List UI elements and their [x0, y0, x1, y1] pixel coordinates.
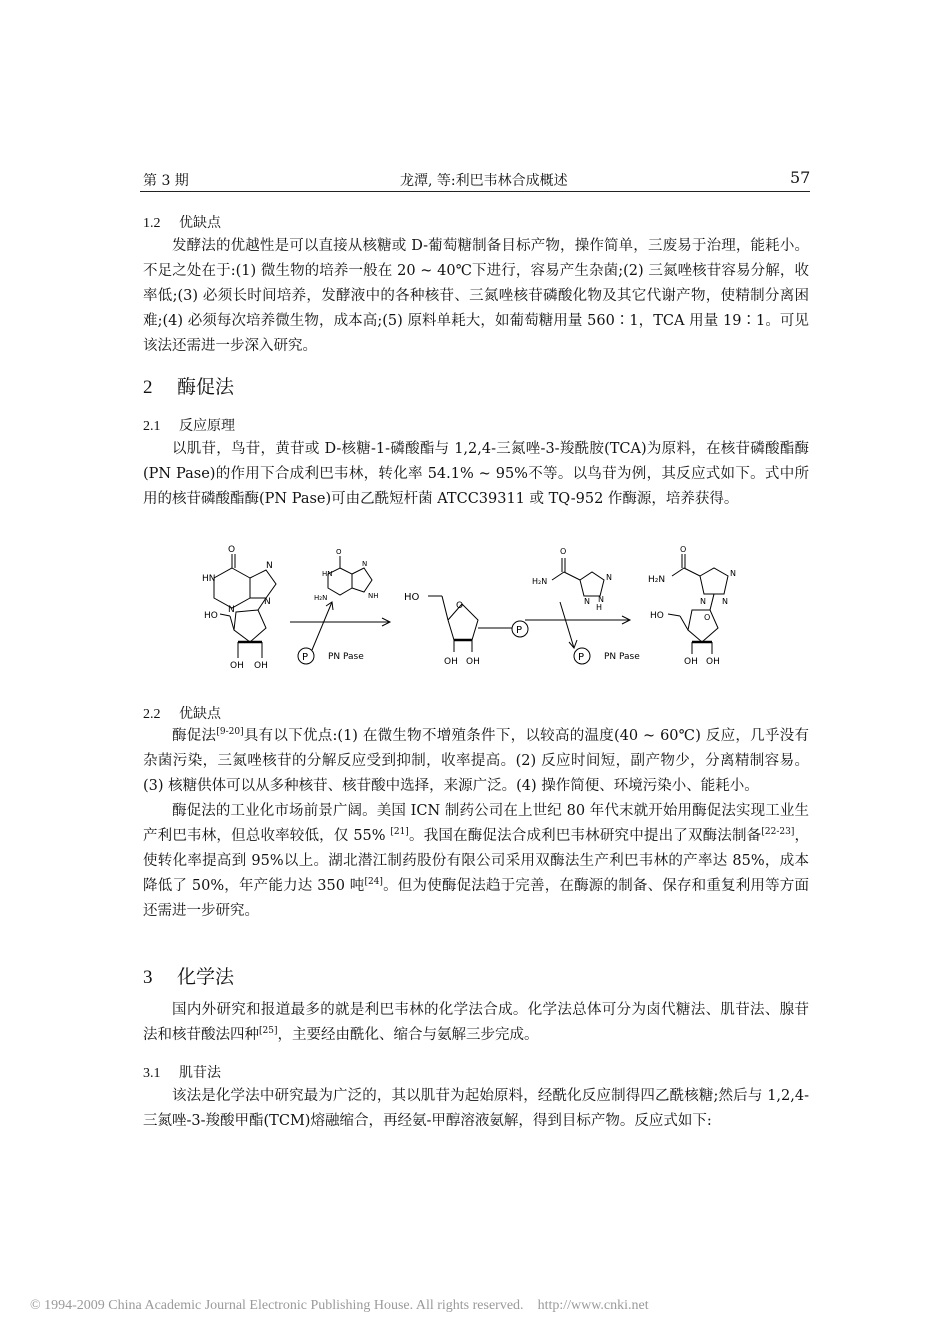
svg-text:N: N [700, 597, 706, 606]
ribose-phosphate-structure [428, 596, 528, 652]
running-header-title: 龙潭, 等:利巴韦林合成概述 [400, 173, 568, 189]
paragraph-text: 发酵法的优越性是可以直接从核糖或 D-葡萄糖制备目标产物，操作简单，三废易于治理，能耗小。不足之处在于:(1) 微生物的培养一般在 20 ~ 40℃下进行，容易产生杂菌;(2) 三氮唑核苷容易分解，收率低;(3) 必须长时间培养，发酵液中的各种核苷、三氮唑核苷磷酸化物及其它代谢产物，使精制分离困难;(4) 必须每次培养微生物，成本高;(5) 原料单耗大，如葡萄糖用量 560∶1，TCA 用量 19∶1。可见该法还需进一步深入研究。 [143, 238, 809, 354]
ribavirin-structure [668, 554, 728, 654]
section-heading-1-2 [143, 212, 221, 232]
svg-text:N: N [362, 560, 368, 568]
section-heading-3 [143, 962, 234, 989]
svg-text:N: N [730, 569, 736, 578]
svg-text:O: O [456, 601, 464, 611]
svg-text:N: N [606, 573, 612, 582]
section-heading-3-1 [143, 1062, 221, 1082]
svg-text:P: P [302, 652, 309, 663]
section-number: 2.1 [143, 419, 161, 434]
svg-text:H: H [596, 603, 603, 612]
section-number: 2.2 [143, 707, 161, 722]
copyright-text: © 1994-2009 China Academic Journal Electronic Publishing House. All rights reserved. [30, 1298, 524, 1313]
citation: [22-23] [761, 827, 795, 838]
citation: [24] [364, 877, 383, 888]
running-header-issue: 第 3 期 [143, 173, 189, 189]
svg-text:N: N [266, 561, 273, 571]
section-title: 酶促法 [177, 376, 235, 398]
svg-text:P: P [516, 625, 523, 636]
svg-text:P: P [578, 652, 585, 663]
paragraph-enzymatic-advantages [143, 724, 809, 924]
svg-text:O: O [680, 545, 687, 554]
paragraph-chemical-method [143, 998, 809, 1048]
section-title: 反应原理 [179, 418, 235, 434]
svg-text:OH: OH [706, 657, 720, 667]
section-title: 化学法 [177, 966, 235, 988]
svg-text:H₂N: H₂N [648, 575, 666, 585]
paragraph-text: 该法是化学法中研究最为广泛的，其以肌苷为起始原料，经酰化反应制得四乙酰核糖;然后与 1,2,4-三氮唑-3-羧酸甲酯(TCM)熔融缩合，再经氨-甲醇溶液氨解，得到目标产物。反应式如下: [143, 1088, 809, 1129]
citation: [9-20] [216, 727, 244, 738]
paragraph-text: 酶促法[9-20]具有以下优点:(1) 在微生物不增殖条件下，以较高的温度(40 ~ 60℃) 反应，几乎没有杂菌污染，三氮唑核苷的分解反应受到抑制，收率提高。(2) 反应时间短，副产物少，分离精制容易。(3) 核糖供体可以从多种核苷、核苷酸中选择，来源广泛。(4) 操作简便、环境污染小、能耗小。 [143, 727, 810, 794]
tca-structure [552, 558, 604, 596]
svg-text:HO: HO [204, 611, 218, 621]
svg-text:O: O [704, 613, 711, 622]
svg-text:H₂N: H₂N [314, 594, 328, 602]
reaction-scheme [140, 540, 820, 680]
svg-text:N: N [228, 605, 235, 615]
copyright-footer [30, 1298, 663, 1314]
svg-text:OH: OH [444, 657, 458, 667]
section-number: 1.2 [143, 216, 161, 231]
svg-text:OH: OH [230, 661, 244, 671]
svg-text:O: O [336, 548, 342, 556]
svg-text:HO: HO [650, 611, 664, 621]
svg-text:NH: NH [368, 592, 379, 600]
svg-text:O: O [228, 545, 236, 555]
section-title: 优缺点 [179, 706, 221, 722]
section-heading-2 [143, 372, 234, 399]
svg-text:OH: OH [466, 657, 480, 667]
paragraph-inosine-method [143, 1084, 809, 1134]
paragraph-reaction-principle [143, 437, 809, 512]
section-number: 3 [143, 967, 153, 988]
page-number: 57 [790, 168, 811, 187]
footer-url[interactable]: http://www.cnki.net [537, 1298, 649, 1313]
svg-text:O: O [560, 547, 567, 556]
section-number: 3.1 [143, 1066, 161, 1081]
svg-text:N: N [264, 597, 271, 607]
citation: [25] [259, 1026, 278, 1037]
svg-text:HN: HN [202, 574, 216, 584]
svg-text:H₂N: H₂N [532, 577, 548, 586]
svg-text:PN Pase: PN Pase [328, 652, 364, 662]
svg-text:OH: OH [684, 657, 698, 667]
section-title: 优缺点 [179, 215, 221, 231]
citation: [21] [390, 827, 409, 838]
paragraph-text: 酶促法的工业化市场前景广阔。美国 ICN 制药公司在上世纪 80 年代末就开始用酶促法实现工业生产利巴韦林，但总收率较低，仅 55% [21]。我国在酶促法合成利巴韦林研究中提出了双酶法制备[22-23]，使转化率提高到 95%以上。湖北潜江制药股份有限公司采用双酶法生产利巴韦林的产率达 85%，成本降低了 50%，年产能力达 350 吨[24]。但为使酶促法趋于完善，在酶源的制备、保存和重复利用等方面还需进一步研究。 [143, 803, 810, 919]
paragraph-text: 以肌苷，鸟苷，黄苷或 D-核糖-1-磷酸酯与 1,2,4-三氮唑-3-羧酰胺(TCA)为原料，在核苷磷酸酯酶(PN Pase)的作用下合成利巴韦林，转化率 54.1% ~ 95%不等。以鸟苷为例，其反应式如下。式中所用的核苷磷酸酯酶(PN Pase)可由乙酰短杆菌 ATCC39311 或 TQ-952 作酶源，培养获得。 [143, 441, 809, 507]
section-heading-2-1 [143, 415, 235, 435]
section-number: 2 [143, 377, 153, 398]
svg-text:N: N [598, 595, 604, 604]
svg-text:N: N [584, 597, 590, 606]
svg-text:HN: HN [322, 570, 333, 578]
svg-text:HO: HO [404, 592, 420, 603]
svg-text:N: N [722, 597, 728, 606]
paragraph-fermentation-pros-cons [143, 234, 809, 359]
svg-text:OH: OH [254, 661, 268, 671]
section-heading-2-2 [143, 703, 221, 723]
header-rule [140, 191, 810, 192]
paragraph-text: 国内外研究和报道最多的就是利巴韦林的化学法合成。化学法总体可分为卤代糖法、肌苷法、腺苷法和核苷酸法四种[25]，主要经由酰化、缩合与氨解三步完成。 [143, 1002, 809, 1043]
svg-text:PN Pase: PN Pase [604, 652, 640, 662]
section-title: 肌苷法 [179, 1065, 221, 1081]
